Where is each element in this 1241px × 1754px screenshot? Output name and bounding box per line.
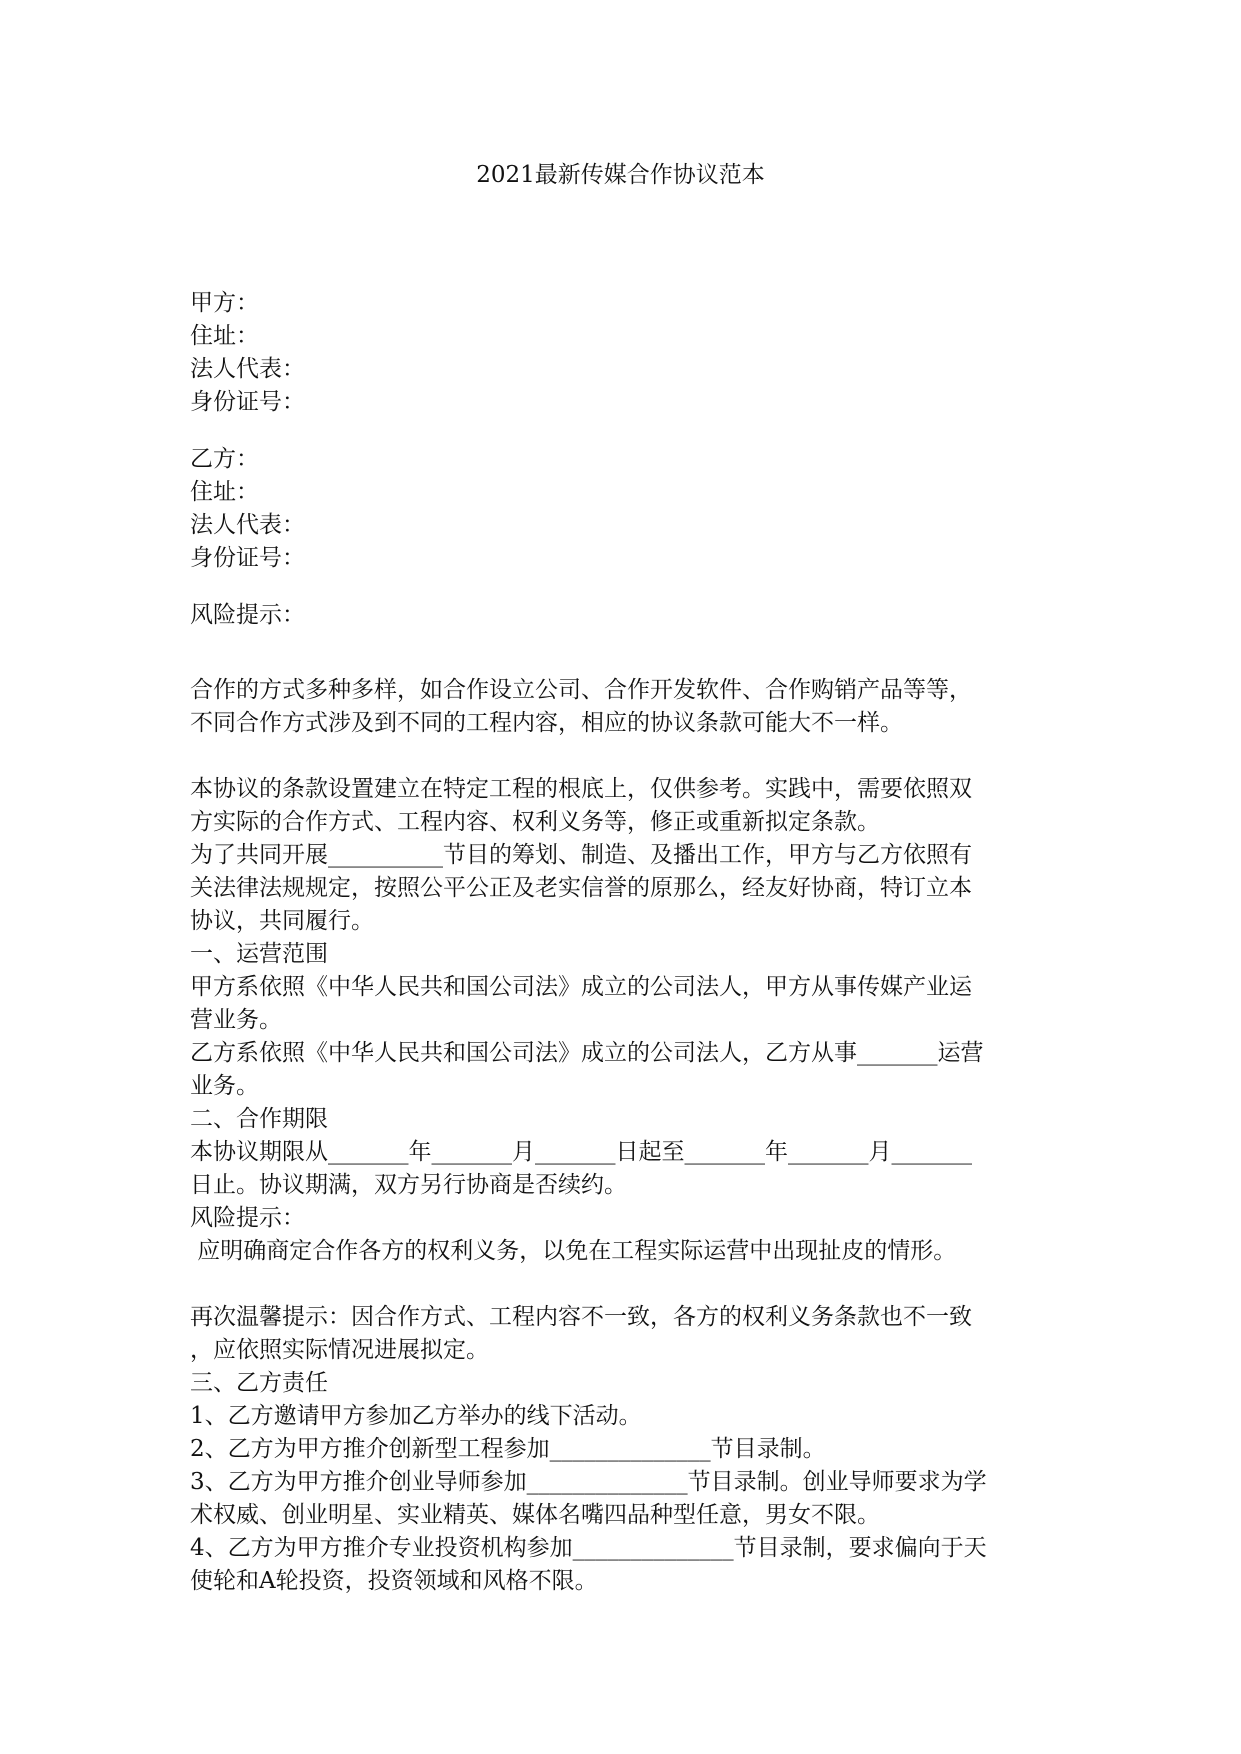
party-b-label: 乙方： — [190, 446, 259, 472]
paragraph-line: 本协议的条款设置建立在特定工程的根底上，仅供参考。实践中，需要依照双 — [190, 776, 972, 802]
paragraph-line: 应明确商定合作各方的权利义务，以免在工程实际运营中出现扯皮的情形。 — [190, 1238, 957, 1264]
list-item: 使轮和A轮投资，投资领域和风格不限。 — [190, 1568, 598, 1594]
paragraph-line: 甲方系依照《中华人民共和国公司法》成立的公司法人，甲方从事传媒产业运 — [190, 974, 972, 1000]
reminder-line: ，应依照实际情况进展拟定。 — [190, 1337, 489, 1363]
party-a-label: 甲方： — [190, 290, 259, 316]
paragraph-line: 协议，共同履行。 — [190, 908, 374, 934]
paragraph-line: 日止。协议期满，双方另行协商是否续约。 — [190, 1172, 627, 1198]
section-heading-term: 二、合作期限 — [190, 1106, 328, 1132]
section-heading-operating-scope: 一、运营范围 — [190, 941, 328, 967]
list-item: 3、乙方为甲方推介创业导师参加______________节目录制。创业导师要求为学 — [190, 1469, 987, 1495]
party-b-id-no: 身份证号： — [190, 545, 305, 571]
party-b-address: 住址： — [190, 479, 259, 505]
paragraph-line: 为了共同开展__________节目的筹划、制造、及播出工作，甲方与乙方依照有 — [190, 842, 972, 868]
party-a-legal-rep: 法人代表： — [190, 356, 305, 382]
paragraph-line: 业务。 — [190, 1073, 259, 1099]
paragraph-line: 本协议期限从_______年_______月_______日起至_______年_______月_______ — [190, 1139, 972, 1165]
paragraph-line: 不同合作方式涉及到不同的工程内容，相应的协议条款可能大不一样。 — [190, 710, 903, 736]
risk-note-heading: 风险提示： — [190, 602, 305, 628]
paragraph-line: 关法律法规规定，按照公平公正及老实信誉的原那么，经友好协商，特订立本 — [190, 875, 972, 901]
risk-note-heading: 风险提示： — [190, 1205, 305, 1231]
spacer — [190, 740, 1070, 773]
list-item: 1、乙方邀请甲方参加乙方举办的线下活动。 — [190, 1403, 642, 1429]
paragraph-line: 方实际的合作方式、工程内容、权利义务等，修正或重新拟定条款。 — [190, 809, 880, 835]
list-item: 4、乙方为甲方推介专业投资机构参加______________节目录制，要求偏向于天 — [190, 1535, 987, 1561]
list-item: 术权威、创业明星、实业精英、媒体名嘴四品种型任意，男女不限。 — [190, 1502, 880, 1528]
document-body — [190, 287, 1070, 1598]
reminder-line: 再次温馨提示：因合作方式、工程内容不一致，各方的权利义务条款也不一致 — [190, 1304, 972, 1330]
party-b-legal-rep: 法人代表： — [190, 512, 305, 538]
party-a-id-no: 身份证号： — [190, 389, 305, 415]
spacer — [190, 1268, 1070, 1301]
paragraph-line: 营业务。 — [190, 1007, 282, 1033]
document-title: 2021最新传媒合作协议范本 — [476, 162, 765, 188]
spacer — [190, 632, 1070, 674]
spacer — [190, 575, 1070, 599]
paragraph-line: 乙方系依照《中华人民共和国公司法》成立的公司法人，乙方从事_______运营 — [190, 1040, 984, 1066]
section-heading-party-b-duties: 三、乙方责任 — [190, 1370, 328, 1396]
paragraph-line: 合作的方式多种多样，如合作设立公司、合作开发软件、合作购销产品等等， — [190, 677, 972, 703]
spacer — [190, 419, 1070, 443]
party-a-address: 住址： — [190, 323, 259, 349]
list-item: 2、乙方为甲方推介创新型工程参加______________节目录制。 — [190, 1436, 826, 1462]
